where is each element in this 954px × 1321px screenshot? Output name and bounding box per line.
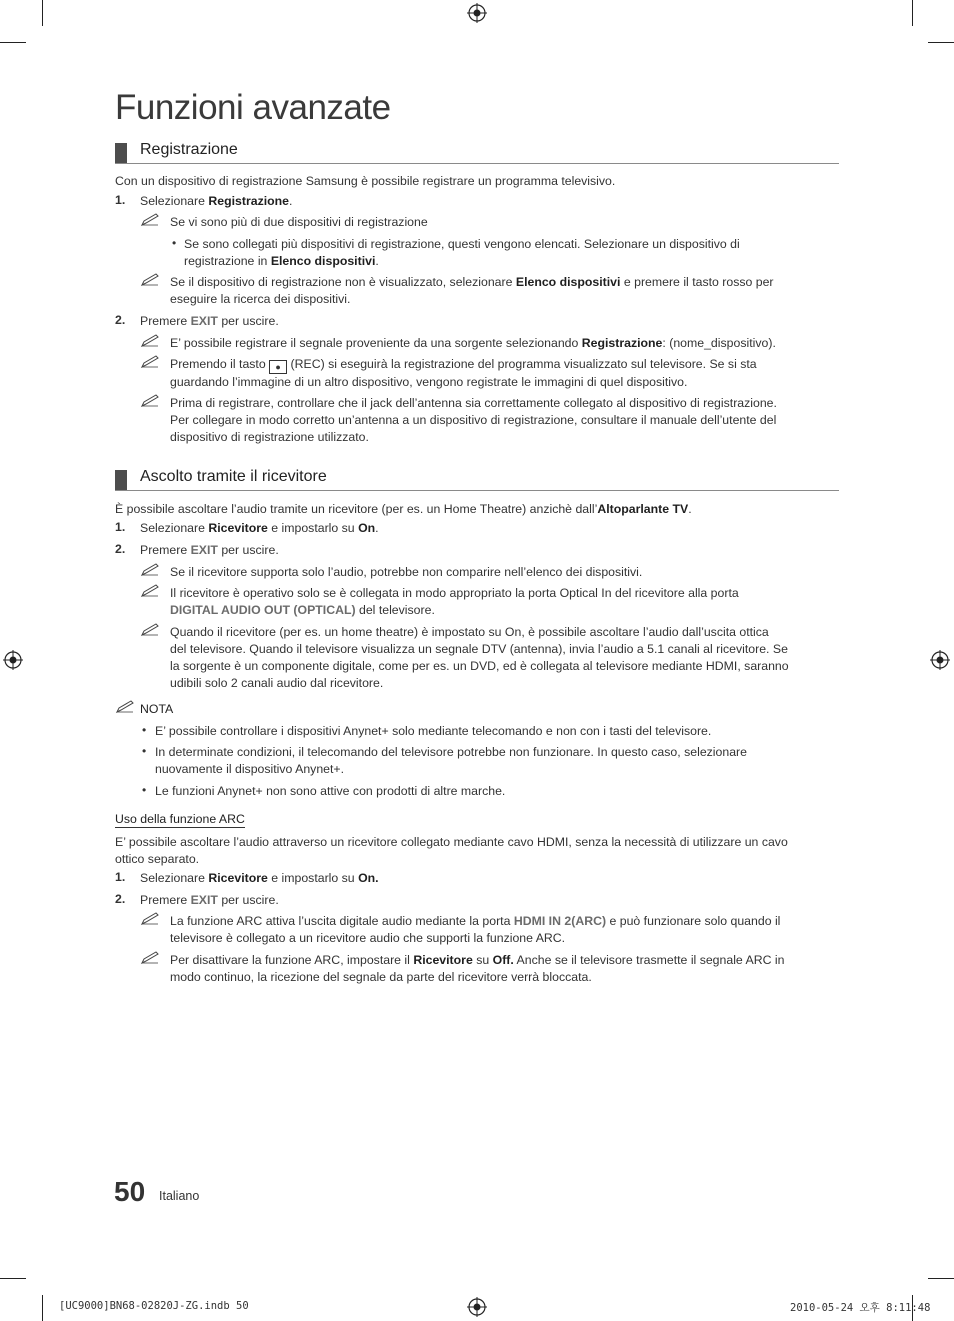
- bullet-text: E’ possibile controllare i dispositivi Anynet+ solo mediante telecomando e non con i tasti del televisore.: [155, 724, 712, 738]
- step-text: Premere EXIT per uscire.: [140, 314, 279, 328]
- registration-mark-icon: [930, 650, 950, 670]
- section-title: Registrazione: [140, 141, 238, 158]
- note-pencil-icon: [140, 584, 160, 598]
- crop-mark: [0, 1278, 26, 1279]
- step-text: Premere EXIT per uscire.: [140, 893, 279, 907]
- rec-button-icon: ●: [269, 360, 287, 374]
- print-slug-datetime: 2010-05-24 오후 8:11:48: [790, 1302, 931, 1314]
- bullet: •: [142, 723, 147, 737]
- note-pencil-icon: [140, 273, 160, 287]
- note-text: E’ possibile registrare il segnale proveniente da una sorgente selezionando Registrazione: (nome_dispositivo).: [170, 336, 776, 350]
- step-number: 1.: [115, 520, 126, 534]
- page-language: Italiano: [159, 1189, 200, 1203]
- crop-mark: [928, 42, 954, 43]
- section-title: Ascolto tramite il ricevitore: [140, 468, 327, 485]
- note-text: Premendo il tasto ● (REC) si eseguirà la registrazione del programma visualizzato sul televisore. Se si sta guardando l’immagine di un altro dispositivo, vengono registrate le immagini di quel dispositivo.: [170, 357, 757, 389]
- note-text: Quando il ricevitore (per es. un home theatre) è impostato su On, è possibile ascoltare l’audio dall’uscita ottica del televisore. Quando il televisore visualizza un segnale DTV (antenna), invia l’audio a 5.1 canali al ricevitore. Se la sorgente è un componente digitale, come per es. un DVD, ed è collegata al televisore mediante HDMI, saranno udibili solo 2 canali audio dal ricevitore.: [170, 625, 789, 690]
- bullet: •: [142, 783, 147, 797]
- page-title: Funzioni avanzate: [115, 88, 391, 127]
- crop-mark: [42, 0, 43, 26]
- section-heading-registrazione: [115, 139, 839, 164]
- intro-text: Con un dispositivo di registrazione Samsung è possibile registrare un programma televisivo.: [115, 174, 616, 188]
- note-pencil-icon: [140, 912, 160, 926]
- crop-mark: [912, 0, 913, 26]
- bullet: •: [142, 744, 147, 758]
- print-slug-file: [UC9000]BN68-02820J-ZG.indb 50: [59, 1300, 249, 1312]
- registration-mark-icon: [3, 650, 23, 670]
- note-pencil-icon: [140, 951, 160, 965]
- step-number: 2.: [115, 892, 126, 906]
- note-pencil-icon: [140, 394, 160, 408]
- note-pencil-icon: [140, 623, 160, 637]
- step-text: Premere EXIT per uscire.: [140, 543, 279, 557]
- step-number: 2.: [115, 313, 126, 327]
- note-text: Se il ricevitore supporta solo l’audio, potrebbe non comparire nell’elenco dei dispositivi.: [170, 565, 643, 579]
- step-number: 1.: [115, 870, 126, 884]
- step-text: Selezionare Ricevitore e impostarlo su On.: [140, 521, 379, 535]
- step-number: 2.: [115, 542, 126, 556]
- section-heading-ricevitore: [115, 466, 839, 491]
- note-text: Il ricevitore è operativo solo se è collegata in modo appropriato la porta Optical In del ricevitore alla porta DIGITAL AUDIO OUT (OPTICAL) del televisore.: [170, 586, 739, 617]
- registration-mark-icon: [467, 3, 487, 23]
- note-text: Se il dispositivo di registrazione non è visualizzato, selezionare Elenco dispositivi e premere il tasto rosso per eseguire la ricerca dei dispositivi.: [170, 275, 774, 306]
- section-marker: [115, 470, 127, 490]
- note-pencil-icon: [140, 213, 160, 227]
- note-pencil-icon: [115, 700, 135, 714]
- step-text: Selezionare Ricevitore e impostarlo su On.: [140, 871, 379, 885]
- note-pencil-icon: [140, 334, 160, 348]
- note-text: Se vi sono più di due dispositivi di registrazione: [170, 215, 428, 229]
- note-text: La funzione ARC attiva l’uscita digitale audio mediante la porta HDMI IN 2(ARC) e può funzionare solo quando il televisore è collegato a un ricevitore audio che supporti la funzione ARC.: [170, 914, 781, 945]
- note-text: Prima di registrare, controllare che il jack dell’antenna sia correttamente collegato al dispositivo di registrazione. Per collegare in modo corretto un’antenna a un dispositivo di registrazione, consultare il manuale dell’utente del dispositivo di registrazione utilizzato.: [170, 396, 777, 444]
- crop-mark: [928, 1278, 954, 1279]
- crop-mark: [42, 1295, 43, 1321]
- section-marker: [115, 143, 127, 163]
- bullet: •: [172, 236, 177, 250]
- bullet-text: In determinate condizioni, il telecomando del televisore potrebbe non funzionare. In questo caso, selezionare nuovamente il dispositivo Anynet+.: [155, 745, 747, 776]
- note-text: Per disattivare la funzione ARC, impostare il Ricevitore su Off. Anche se il televisore trasmette il segnale ARC in modo continuo, la ricezione del segnale da parte del ricevitore verrà bloccata.: [170, 953, 785, 984]
- step-text: Selezionare Registrazione.: [140, 194, 293, 208]
- subsection-title-arc: Uso della funzione ARC: [115, 812, 245, 826]
- crop-mark: [0, 42, 26, 43]
- bullet-text: Le funzioni Anynet+ non sono attive con prodotti di altre marche.: [155, 784, 506, 798]
- step-number: 1.: [115, 193, 126, 207]
- bullet-text: Se sono collegati più dispositivi di registrazione, questi vengono elencati. Selezionare un dispositivo di registrazione in Elenco dispositivi.: [184, 237, 740, 268]
- intro-text: E’ possibile ascoltare l’audio attraverso un ricevitore collegato mediante cavo HDMI, senza la necessità di utilizzare un cavo ottico separato.: [115, 835, 788, 866]
- note-pencil-icon: [140, 563, 160, 577]
- nota-label: NOTA: [140, 702, 174, 716]
- page-number: 50: [114, 1176, 146, 1207]
- note-pencil-icon: [140, 355, 160, 369]
- registration-mark-icon: [467, 1297, 487, 1317]
- intro-text: È possibile ascoltare l’audio tramite un ricevitore (per es. un Home Theatre) anzichè dall’Altoparlante TV.: [115, 502, 692, 516]
